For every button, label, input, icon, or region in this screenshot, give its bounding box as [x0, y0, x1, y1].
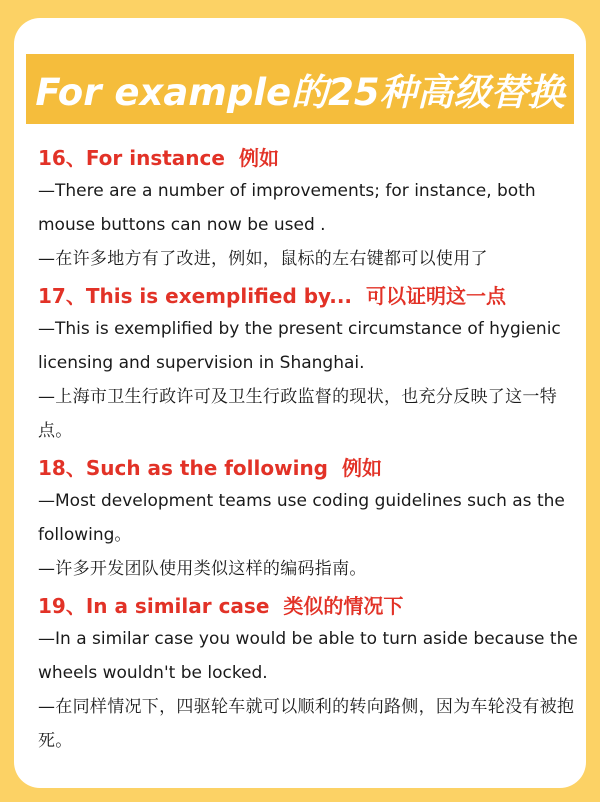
entry-number-title: 16、For instance: [38, 146, 225, 170]
example-chinese: —在同样情况下，四驱轮车就可以顺利的转向路侧，因为车轮没有被抱死。: [38, 697, 575, 751]
entry-list: [38, 142, 578, 762]
entry-zh-title: 例如: [238, 146, 279, 170]
entry-17: [38, 280, 578, 448]
entry-number-title: 18、Such as the following: [38, 456, 328, 480]
title-banner: [26, 54, 574, 124]
entry-heading: [38, 590, 578, 622]
entry-16: [38, 142, 578, 276]
entry-zh-title: 可以证明这一点: [366, 284, 507, 308]
entry-18: [38, 452, 578, 586]
example-english: —In a similar case you would be able to turn aside because the wheels wouldn't be locked.: [38, 629, 578, 683]
example-chinese: —许多开发团队使用类似这样的编码指南。: [38, 559, 367, 579]
entry-zh-title: 例如: [342, 456, 382, 480]
entry-zh-title: 类似的情况下: [283, 594, 404, 618]
page-title: For example的25种高级替换: [35, 71, 565, 114]
entry-number-title: 19、In a similar case: [38, 594, 270, 618]
entry-heading: [38, 452, 578, 484]
entry-heading: [38, 280, 578, 312]
example-english: —This is exemplified by the present circumstance of hygienic licensing and supervision in Shanghai.: [38, 319, 561, 373]
entry-heading: [38, 142, 578, 174]
entry-19: [38, 590, 578, 758]
entry-number-title: 17、This is exemplified by...: [38, 284, 353, 308]
example-chinese: —上海市卫生行政许可及卫生行政监督的现状，也充分反映了这一特点。: [38, 387, 557, 441]
content-card: [14, 18, 586, 788]
example-english: —Most development teams use coding guidelines such as the following。: [38, 491, 565, 545]
example-chinese: —在许多地方有了改进，例如，鼠标的左右键都可以使用了: [38, 249, 488, 269]
example-english: —There are a number of improvements; for instance, both mouse buttons can now be used .: [38, 181, 536, 235]
